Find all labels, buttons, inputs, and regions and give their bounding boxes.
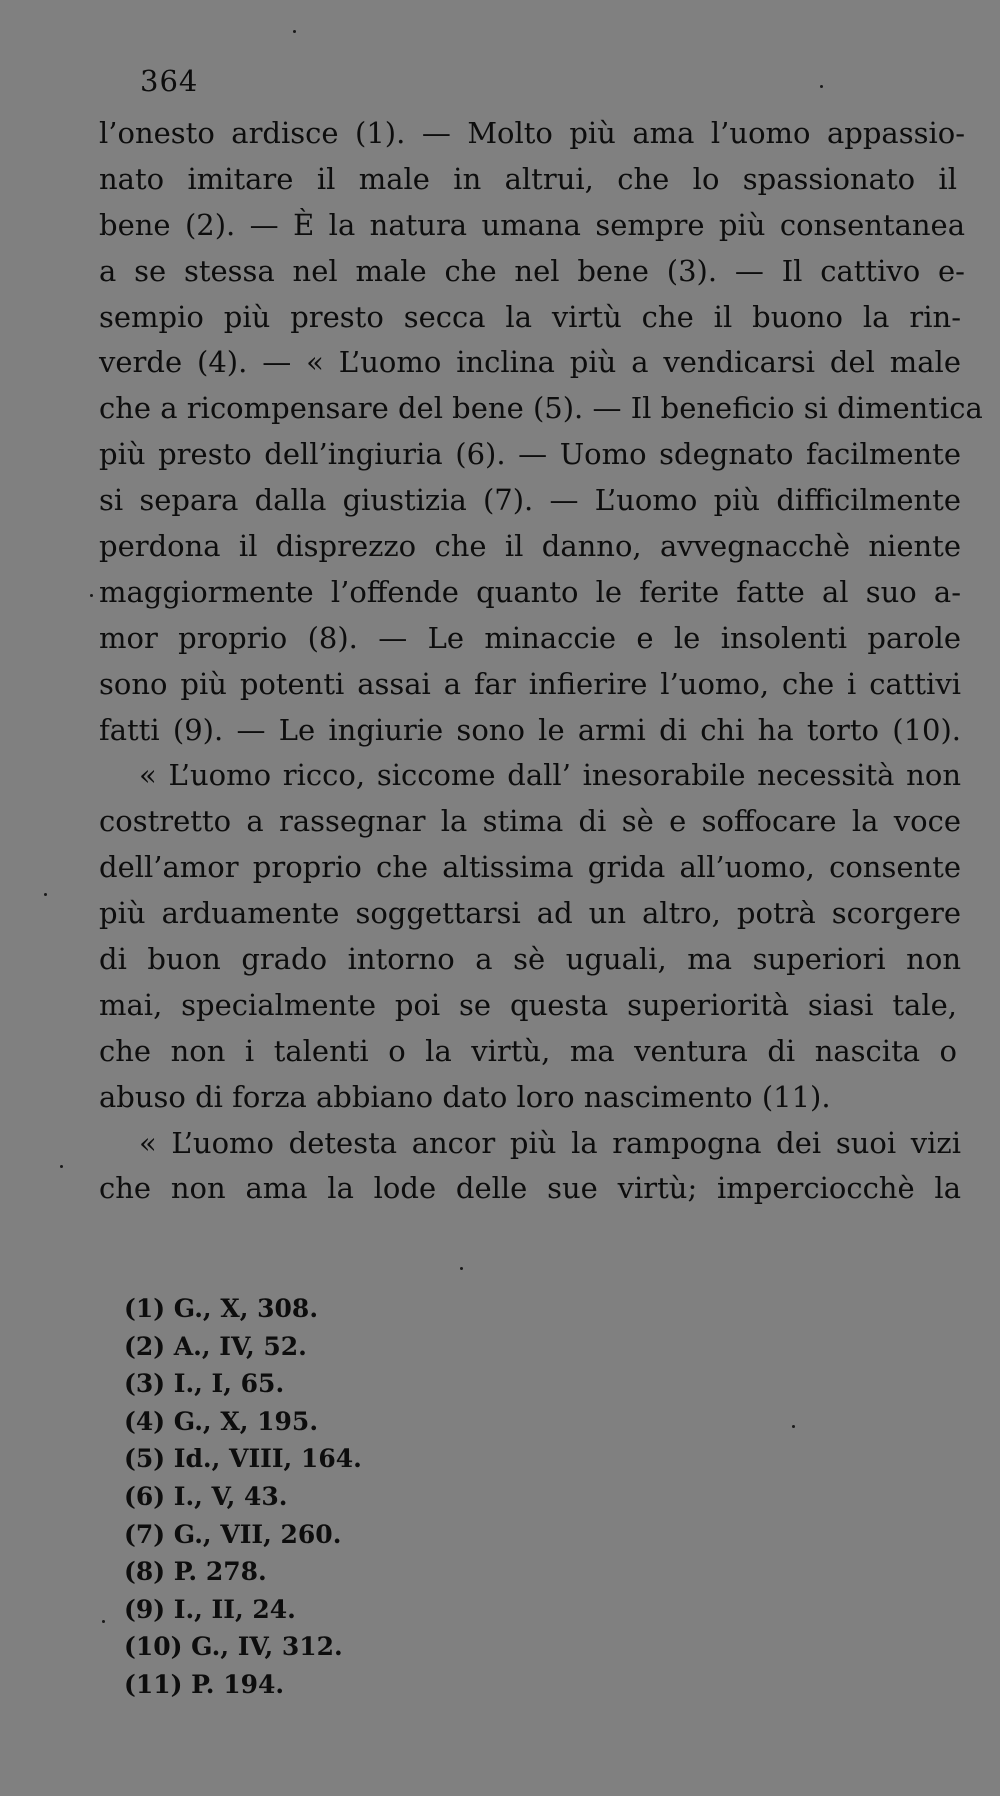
text-line: abuso di forza abbiano dato loro nascimento (11). xyxy=(99,1079,831,1114)
scan-speck xyxy=(460,1267,463,1270)
footnote: (7) G., VII, 260. xyxy=(124,1519,342,1549)
text-line: di buon grado intorno a sè uguali, ma superiori non xyxy=(99,942,961,977)
scan-speck xyxy=(820,85,823,88)
text-line: verde (4). — « L’uomo inclina più a vendicarsi del male xyxy=(99,345,961,380)
text-line: mai, specialmente poi se questa superiorità siasi tale, xyxy=(99,987,957,1022)
text-line: più presto dell’ingiuria (6). — Uomo sdegnato facilmente xyxy=(99,437,961,472)
scan-speck xyxy=(102,1620,105,1623)
text-line: si separa dalla giustizia (7). — L’uomo più difficilmente xyxy=(99,483,961,518)
text-line: l’onesto ardisce (1). — Molto più ama l’uomo appassio- xyxy=(99,116,965,150)
footnotes xyxy=(124,1290,624,1704)
scan-speck xyxy=(792,1425,795,1428)
body-text xyxy=(99,111,983,1212)
footnote: (11) P. 194. xyxy=(124,1669,285,1699)
text-line: sempio più presto secca la virtù che il buono la rin- xyxy=(99,299,961,334)
footnote: (10) G., IV, 312. xyxy=(124,1632,343,1662)
text-line: che non i talenti o la virtù, ma ventura di nascita o xyxy=(99,1033,957,1068)
scan-speck xyxy=(293,30,296,33)
footnote: (1) G., X, 308. xyxy=(124,1294,319,1323)
text-line: « L’uomo ricco, siccome dall’ inesorabile necessità non xyxy=(139,758,961,793)
footnote: (5) Id., VIII, 164. xyxy=(124,1444,362,1474)
footnote: (4) G., X, 195. xyxy=(124,1406,319,1436)
text-line: che a ricompensare del bene (5). — Il beneficio si dimentica xyxy=(99,391,983,426)
text-line: dell’amor proprio che altissima grida all’uomo, consente xyxy=(99,850,961,885)
footnote: (9) I., II, 24. xyxy=(124,1594,296,1624)
text-line: maggiormente l’offende quanto le ferite fatte al suo a- xyxy=(99,574,961,609)
footnote: (6) I., V, 43. xyxy=(124,1481,288,1511)
text-line: sono più potenti assai a far infierire l’uomo, che i cattivi xyxy=(99,666,961,701)
scan-speck xyxy=(44,893,47,896)
scan-speck xyxy=(90,594,93,597)
text-line: « L’uomo detesta ancor più la rampogna dei suoi vizi xyxy=(139,1125,961,1160)
scan-speck xyxy=(60,1165,63,1168)
text-line: che non ama la lode delle sue virtù; imperciocchè la xyxy=(99,1171,961,1206)
page-number: 364 xyxy=(140,64,199,98)
text-line: a se stessa nel male che nel bene (3). — Il cattivo e- xyxy=(99,253,965,288)
footnote: (8) P. 278. xyxy=(124,1557,267,1587)
text-line: perdona il disprezzo che il danno, avvegnacchè niente xyxy=(99,529,961,564)
footnote: (2) A., IV, 52. xyxy=(124,1331,307,1361)
text-line: costretto a rassegnar la stima di sè e soffocare la voce xyxy=(99,804,961,839)
text-line: bene (2). — È la natura umana sempre più consentanea xyxy=(99,207,965,242)
text-line: fatti (9). — Le ingiurie sono le armi di chi ha torto (10). xyxy=(99,712,961,747)
text-line: più arduamente soggettarsi ad un altro, potrà scorgere xyxy=(99,896,961,931)
footnote: (3) I., I, 65. xyxy=(124,1369,285,1399)
text-line: mor proprio (8). — Le minaccie e le insolenti parole xyxy=(99,620,961,655)
text-line: nato imitare il male in altrui, che lo spassionato il xyxy=(99,161,957,196)
